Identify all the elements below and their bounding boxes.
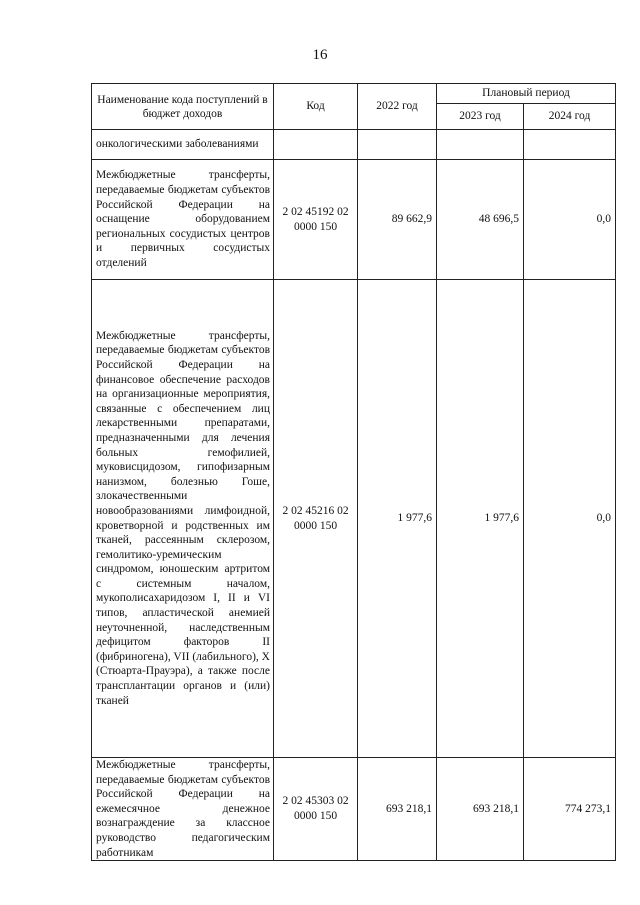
- header-2023: 2023 год: [437, 104, 524, 130]
- row-2023: 693 218,1: [437, 758, 524, 861]
- row-2023: 1 977,6: [437, 280, 524, 758]
- row-code: 2 02 45216 02 0000 150: [274, 280, 358, 758]
- row-2024: 0,0: [524, 160, 616, 280]
- row-2024: [524, 130, 616, 160]
- table-row: [92, 160, 616, 280]
- header-2024: 2024 год: [524, 104, 616, 130]
- header-name: Наименование кода поступлений в бюджет доходов: [92, 84, 274, 130]
- row-name: Межбюджетные трансферты, передаваемые бюджетам субъектов Российской Федерации на финансовое обеспечение расходов на организационные мероприятия, связанные с обеспечением лиц лекарственными препаратами, предназначенными для лечения больных гемофилией, муковисцидозом, гипофизарным нанизмом, болезнью Гоше, злокачественными новообразованиями лимфоидной, кроветворной и родственных им тканей, рассеянным склерозом, гемолитико-уремическим синдромом, юношеским артритом с системным началом, мукополисахаридозом I, II и VI типов, апластической анемией неуточненной, наследственным дефицитом факторов II (фибриногена), VII (лабильного), X (Стюарта-Прауэра), а также после трансплантации органов и (или) тканей: [92, 280, 274, 758]
- row-2022: 89 662,9: [358, 160, 437, 280]
- row-name: Межбюджетные трансферты, передаваемые бюджетам субъектов Российской Федерации на ежемесячное денежное вознаграждение за классное руководство педагогическим работникам: [92, 758, 274, 861]
- row-2023: 48 696,5: [437, 160, 524, 280]
- row-code: 2 02 45192 02 0000 150: [274, 160, 358, 280]
- row-2023: [437, 130, 524, 160]
- row-2024: 0,0: [524, 280, 616, 758]
- header-2022: 2022 год: [358, 84, 437, 130]
- row-code: 2 02 45303 02 0000 150: [274, 758, 358, 861]
- page-number: 16: [312, 47, 328, 63]
- table-row: [92, 130, 616, 160]
- table-row: [92, 758, 616, 861]
- row-2024: 774 273,1: [524, 758, 616, 861]
- header-code: Код: [274, 84, 358, 130]
- row-name: онкологическими заболеваниями: [92, 130, 274, 160]
- row-2022: 693 218,1: [358, 758, 437, 861]
- row-name: Межбюджетные трансферты, передаваемые бюджетам субъектов Российской Федерации на оснащение оборудованием региональных сосудистых центров и первичных сосудистых отделений: [92, 160, 274, 280]
- row-2022: 1 977,6: [358, 280, 437, 758]
- header-row: [92, 84, 616, 104]
- row-2022: [358, 130, 437, 160]
- table-row: [92, 280, 616, 758]
- row-code: [274, 130, 358, 160]
- budget-revenue-table: [91, 83, 616, 861]
- header-planned-period: Плановый период: [437, 84, 616, 104]
